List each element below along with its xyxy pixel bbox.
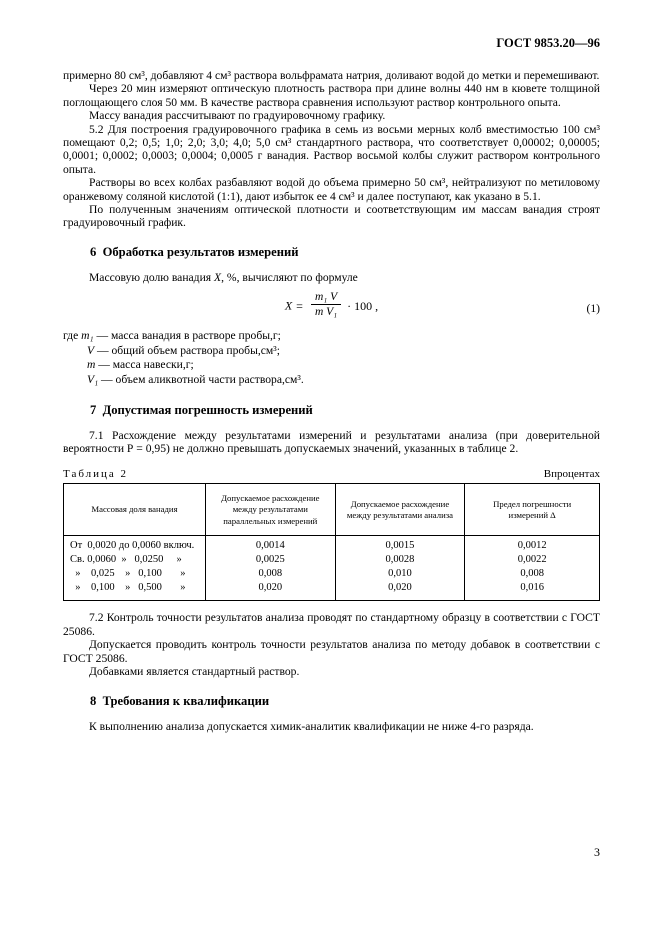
table-cell: 0,008: [205, 567, 335, 581]
paragraph-continuation: примерно 80 см³, добавляют 4 см³ раствора вольфрамата натрия, доливают водой до метки и перемешивают.: [63, 69, 600, 82]
table-cell: 0,0022: [465, 553, 600, 567]
table-cell: 0,0025: [205, 553, 335, 567]
definition-line: [87, 373, 600, 388]
column-header: Массовая доля ванадия: [64, 484, 206, 536]
formula-lhs: X: [284, 298, 293, 313]
paragraph: Через 20 мин измеряют оптическую плотность раствора при длине волны 440 нм в кювете толщиной поглощающего слоя 50 мм. В качестве раствора сравнения используют раствор контрольного опыта.: [63, 82, 600, 109]
variable-x: X: [214, 270, 222, 284]
variable-v: V: [87, 343, 95, 357]
table-row: [64, 567, 600, 581]
section-7-heading: 7 Допустимая погрешность измерений: [90, 402, 313, 417]
definition-line: [87, 344, 600, 359]
fraction-denominator: m V₁: [314, 306, 338, 319]
paragraph: По полученным значениям оптической плотности и соответствующим им массам ванадия строят градуировочный график.: [63, 203, 600, 230]
formula-intro-pre: Массовую долю ванадия: [89, 270, 215, 284]
definition-text: — масса ванадия в растворе пробы,г;: [93, 329, 281, 343]
table-row: [64, 536, 600, 554]
paragraph-5-2: 5.2 Для построения градуировочного графика в семь из восьми мерных колб вместимостью 100 см³ помещают 0,2; 0,5; 1,0; 2,0; 3,0; 4,0; 5,0 см³ стандартного раствора, что соответствует 0,00002; 0,00005; 0,0001; 0,0002; 0,0003; 0,0004; 0,0005 г ванадия. Раствор восьмой колбы служит раствором контрольного опыта.: [63, 122, 600, 176]
fraction-numerator: m₁ V: [311, 291, 341, 305]
column-header: Предел погрешности измерений Δ: [465, 484, 600, 536]
table-cell: 0,0012: [465, 536, 600, 554]
formula-fraction: [311, 291, 341, 318]
section-8-heading: 8 Требования к квалификации: [90, 693, 270, 708]
page-number: 3: [594, 845, 600, 859]
table-caption-row: [63, 468, 600, 480]
formula-intro-post: , %, вычисляют по формуле: [221, 270, 358, 284]
paragraph: Массу ванадия рассчитывают по градуировочному графику.: [89, 109, 386, 123]
table-header-row: [64, 484, 600, 536]
table-cell: 0,0014: [205, 536, 335, 554]
definition-text: — общий объем раствора пробы,см³;: [94, 343, 280, 357]
definition-line: [87, 358, 600, 373]
paragraph-7-1: 7.1 Расхождение между результатами измерений и результатами анализа (при доверительной вероятности Р = 0,95) не должно превышать допускаемых значений, указанных в таблице 2.: [63, 428, 600, 456]
formula: [63, 293, 600, 320]
paragraph: Допускается проводить контроль точности результатов анализа по методу добавок в соответствии с ГОСТ 25086.: [63, 638, 600, 665]
paragraph: К выполнению анализа допускается химик-аналитик квалификации не ниже 4-го разряда.: [89, 719, 534, 733]
formula-body: [285, 293, 378, 320]
table-cell: 0,008: [465, 567, 600, 581]
table-cell: 0,020: [335, 581, 465, 601]
column-header: Допускаемое расхождение между результатами анализа: [335, 484, 465, 536]
table-cell: » 0,100 » 0,500 »: [64, 581, 206, 601]
table-cell: » 0,025 » 0,100 »: [64, 567, 206, 581]
paragraph: Добавками является стандартный раствор.: [89, 665, 300, 679]
variable-m1: m₁: [81, 329, 94, 343]
table-cell: 0,0028: [335, 553, 465, 567]
variable-v1: V₁: [87, 373, 99, 387]
table-cell: 0,020: [205, 581, 335, 601]
variable-m: m: [87, 358, 96, 372]
formula-number: (1): [586, 302, 600, 316]
column-header: Допускаемое расхождение между результатами параллельных измерений: [205, 484, 335, 536]
definition-text: — масса навески,г;: [95, 358, 194, 372]
table-cell: 0,016: [465, 581, 600, 601]
table-caption: Таблица 2: [63, 468, 129, 481]
table-units-label: Впроцентах: [543, 468, 600, 481]
tolerance-table: [63, 483, 600, 601]
table-cell: Св. 0,0060 » 0,0250 »: [64, 553, 206, 567]
equals-sign: =: [296, 298, 303, 313]
definition-line: [63, 329, 600, 344]
section-6-heading: 6 Обработка результатов измерений: [90, 244, 299, 259]
paragraph: Растворы во всех колбах разбавляют водой до объема примерно 50 см³, нейтрализуют по метиловому оранжевому соляной кислотой (1:1), дают избыток ее 4 см³ и далее поступают, как указано в 5.1.: [63, 176, 600, 203]
table-row: [64, 553, 600, 567]
doc-number: ГОСТ 9853.20—96: [496, 36, 600, 50]
table-cell: 0,010: [335, 567, 465, 581]
paragraph-7-2: 7.2 Контроль точности результатов анализа проводят по стандартному образцу в соответствии с ГОСТ 25086.: [63, 611, 600, 638]
formula-tail: · 100 ,: [347, 298, 379, 313]
table-cell: 0,0015: [335, 536, 465, 554]
formula-definitions: [63, 329, 600, 387]
definition-text: — объем аликвотной части раствора,см³.: [98, 373, 304, 387]
table-row: [64, 581, 600, 601]
where-label: где: [63, 329, 79, 343]
formula-intro: [63, 271, 600, 284]
table-cell: От 0,0020 до 0,0060 включ.: [64, 536, 206, 554]
